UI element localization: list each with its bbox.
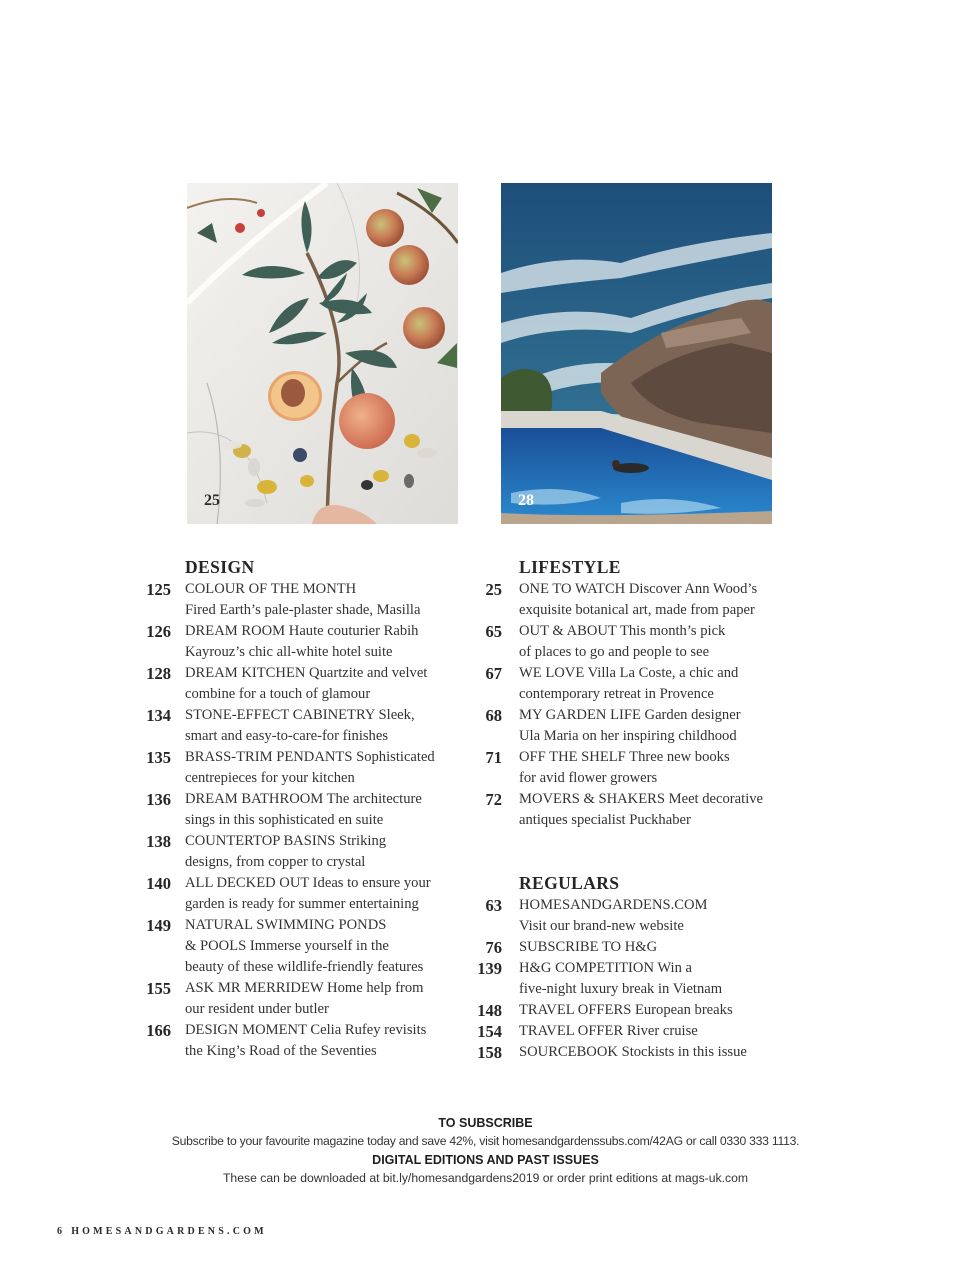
entry-line: BRASS-TRIM PENDANTS Sophisticated <box>185 749 435 765</box>
entry-description <box>519 1042 747 1063</box>
entry-line: of places to go and people to see <box>519 644 710 660</box>
entry-line: ONE TO WATCH Discover Ann Wood’s <box>519 581 758 597</box>
entry-line: smart and easy-to-care-for finishes <box>185 728 389 744</box>
toc-entry[interactable] <box>470 621 790 663</box>
toc-entry[interactable] <box>136 663 466 705</box>
entry-description <box>519 958 722 1000</box>
entry-line: Kayrouz’s chic all-white hotel suite <box>185 644 393 660</box>
toc-entry[interactable] <box>136 705 466 747</box>
entry-line: STONE-EFFECT CABINETRY Sleek, <box>185 707 415 723</box>
entry-description <box>185 663 427 705</box>
page-folio <box>57 1226 273 1237</box>
entry-line: MOVERS & SHAKERS Meet decorative <box>519 791 764 807</box>
entry-page-number: 63 <box>485 896 502 915</box>
entry-page-number: 72 <box>485 790 502 809</box>
entry-line: SOURCEBOOK Stockists in this issue <box>519 1044 747 1060</box>
entry-description <box>519 1021 698 1042</box>
entry-page-number: 166 <box>146 1021 171 1040</box>
entry-description <box>519 621 725 663</box>
toc-entry[interactable] <box>136 873 466 915</box>
entry-description <box>519 789 763 831</box>
entry-page-number: 138 <box>146 832 171 851</box>
section-heading-lifestyle: LIFESTYLE <box>519 557 621 577</box>
toc-entry[interactable] <box>470 1000 790 1021</box>
entry-description <box>185 579 420 621</box>
toc-entry[interactable] <box>470 579 790 621</box>
digital-editions-body: These can be downloaded at bit.ly/homesandgardens2019 or order print editions at mags-uk.com <box>222 1171 749 1185</box>
toc-entry[interactable] <box>470 1042 790 1063</box>
entry-page-number: 25 <box>485 580 502 599</box>
toc-entry[interactable] <box>136 789 466 831</box>
entry-line: H&G COMPETITION Win a <box>519 960 693 976</box>
entry-line: ALL DECKED OUT Ideas to ensure your <box>185 875 431 891</box>
subscribe-title: TO SUBSCRIBE <box>438 1116 533 1130</box>
entry-line: contemporary retreat in Provence <box>519 686 714 702</box>
toc-entry[interactable] <box>470 937 790 958</box>
section-heading-regulars: REGULARS <box>519 873 620 893</box>
entry-description <box>519 937 657 958</box>
entry-line: COUNTERTOP BASINS Striking <box>185 833 387 849</box>
entry-line: TRAVEL OFFERS European breaks <box>519 1002 733 1018</box>
entry-line: antiques specialist Puckhaber <box>519 812 691 828</box>
entry-line: OUT & ABOUT This month’s pick <box>519 623 726 639</box>
entry-line: designs, from copper to crystal <box>185 854 366 870</box>
folio-site: HOMESANDGARDENS.COM <box>71 1226 267 1237</box>
entry-line: sings in this sophisticated en suite <box>185 812 384 828</box>
entry-description <box>519 895 708 937</box>
entry-line: MY GARDEN LIFE Garden designer <box>519 707 741 723</box>
entry-description <box>185 873 431 915</box>
toc-entry[interactable] <box>470 705 790 747</box>
toc-entry[interactable] <box>470 958 790 1000</box>
photo-botanical-art <box>187 183 458 524</box>
entry-page-number: 154 <box>477 1022 502 1041</box>
entry-page-number: 67 <box>485 664 502 683</box>
entry-line: DESIGN MOMENT Celia Rufey revisits <box>185 1022 427 1038</box>
entry-page-number: 149 <box>146 916 171 935</box>
entry-line: TRAVEL OFFER River cruise <box>519 1023 698 1039</box>
entry-description <box>519 663 738 705</box>
toc-entry[interactable] <box>470 895 790 937</box>
botanical-art-image <box>187 183 458 524</box>
toc-entry[interactable] <box>136 747 466 789</box>
toc-entry[interactable] <box>136 621 466 663</box>
photo-page-number: 25 <box>204 492 220 509</box>
entry-page-number: 128 <box>146 664 171 683</box>
entry-page-number: 136 <box>146 790 171 809</box>
toc-entry[interactable] <box>136 1020 466 1062</box>
toc-entry[interactable] <box>136 978 466 1020</box>
toc-entry[interactable] <box>470 747 790 789</box>
entry-line: Fired Earth’s pale-plaster shade, Masilla <box>185 602 421 618</box>
entry-description <box>185 978 424 1020</box>
digital-editions-title: DIGITAL EDITIONS AND PAST ISSUES <box>372 1153 599 1167</box>
entry-description <box>519 747 730 789</box>
entry-description <box>185 831 386 873</box>
toc-entry[interactable] <box>470 1021 790 1042</box>
entry-line: the King’s Road of the Seventies <box>185 1043 377 1059</box>
entry-description <box>185 621 418 663</box>
entry-line: combine for a touch of glamour <box>185 686 371 702</box>
entry-line: Ula Maria on her inspiring childhood <box>519 728 737 744</box>
toc-entry[interactable] <box>470 789 790 831</box>
entry-line: Visit our brand-new website <box>519 918 684 934</box>
photo-page-number: 28 <box>518 492 534 509</box>
entry-line: HOMESANDGARDENS.COM <box>519 897 708 913</box>
entry-line: NATURAL SWIMMING PONDS <box>185 917 387 933</box>
section-heading-design: DESIGN <box>185 557 255 577</box>
entry-line: garden is ready for summer entertaining <box>185 896 419 912</box>
subscribe-body: Subscribe to your favourite magazine today and save 42%, visit homesandgardenssubs.com/42AG or call 0330 333 1113. <box>171 1134 800 1148</box>
entry-line: beauty of these wildlife-friendly features <box>185 959 424 975</box>
entry-line: COLOUR OF THE MONTH <box>185 581 357 597</box>
toc-design-column <box>136 557 466 1062</box>
toc-entry[interactable] <box>136 915 466 978</box>
toc-lifestyle-regulars-column <box>470 557 790 1063</box>
folio-page-number: 6 <box>57 1226 66 1237</box>
subscription-info <box>0 1114 971 1188</box>
entry-page-number: 135 <box>146 748 171 767</box>
entry-line: DREAM KITCHEN Quartzite and velvet <box>185 665 428 681</box>
entry-description <box>185 747 435 789</box>
entry-page-number: 148 <box>477 1001 502 1020</box>
entry-line: DREAM BATHROOM The architecture <box>185 791 422 807</box>
toc-entry[interactable] <box>136 831 466 873</box>
entry-page-number: 158 <box>477 1043 502 1062</box>
entry-line: SUBSCRIBE TO H&G <box>519 939 658 955</box>
entry-description <box>185 789 422 831</box>
toc-entry[interactable] <box>470 663 790 705</box>
entry-page-number: 134 <box>146 706 171 725</box>
entry-page-number: 126 <box>146 622 171 641</box>
entry-line: exquisite botanical art, made from paper <box>519 602 755 618</box>
entry-description <box>519 705 741 747</box>
entry-page-number: 71 <box>485 748 502 767</box>
entry-line: five-night luxury break in Vietnam <box>519 981 723 997</box>
entry-line: for avid flower growers <box>519 770 658 786</box>
entry-line: WE LOVE Villa La Coste, a chic and <box>519 665 739 681</box>
entry-description <box>519 1000 733 1021</box>
entry-line: OFF THE SHELF Three new books <box>519 749 730 765</box>
entry-description <box>185 915 423 978</box>
entry-description <box>185 705 415 747</box>
section-spacer <box>470 831 790 873</box>
entry-page-number: 68 <box>485 706 502 725</box>
entry-line: DREAM ROOM Haute couturier Rabih <box>185 623 419 639</box>
clifftop-pool-image <box>501 183 772 524</box>
entry-line: centrepieces for your kitchen <box>185 770 355 786</box>
entry-line: & POOLS Immerse yourself in the <box>185 938 389 954</box>
entry-page-number: 139 <box>477 959 502 978</box>
photo-clifftop-pool <box>501 183 772 524</box>
entry-line: ASK MR MERRIDEW Home help from <box>185 980 424 996</box>
entry-page-number: 155 <box>146 979 171 998</box>
entry-description <box>185 1020 426 1062</box>
entry-page-number: 140 <box>146 874 171 893</box>
entry-line: our resident under butler <box>185 1001 329 1017</box>
toc-entry[interactable] <box>136 579 466 621</box>
entry-page-number: 65 <box>485 622 502 641</box>
entry-description <box>519 579 757 621</box>
entry-page-number: 76 <box>485 938 502 957</box>
entry-page-number: 125 <box>146 580 171 599</box>
